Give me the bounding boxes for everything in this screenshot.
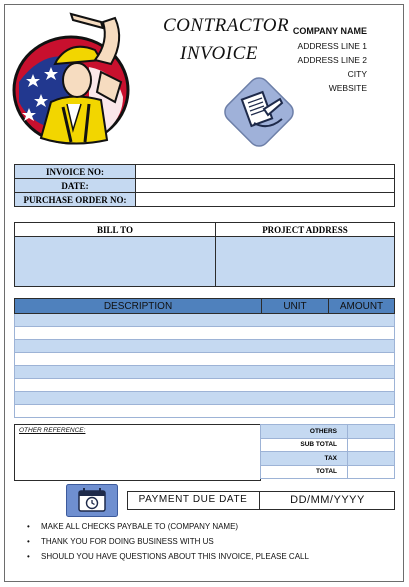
project-address-field[interactable] <box>216 237 395 287</box>
table-row <box>15 340 395 353</box>
line-item-row[interactable] <box>15 405 395 418</box>
company-address-2: ADDRESS LINE 2 <box>297 55 367 65</box>
invoice-info-table <box>14 164 395 207</box>
subtotal-label: SUB TOTAL <box>261 438 348 452</box>
other-reference-label: OTHER REFERENCE: <box>19 427 86 434</box>
line-items-table <box>14 298 395 418</box>
line-item-row[interactable] <box>15 392 395 405</box>
date-field[interactable] <box>136 179 395 193</box>
line-item-row[interactable] <box>15 327 395 340</box>
other-reference-box[interactable] <box>14 424 261 481</box>
payment-due-field[interactable]: DD/MM/YYYY <box>290 494 365 506</box>
bill-to-table <box>14 222 395 287</box>
bill-to-field[interactable] <box>15 237 216 287</box>
subtotal-field[interactable] <box>348 438 395 452</box>
bullet-icon: • <box>27 537 30 546</box>
table-row <box>15 366 395 379</box>
list-item <box>27 534 309 549</box>
total-field[interactable] <box>348 465 395 479</box>
totals-table <box>260 424 395 479</box>
table-row <box>15 392 395 405</box>
total-label: TOTAL <box>261 465 348 479</box>
invoice-title-line2: INVOICE <box>180 43 258 64</box>
others-field[interactable] <box>348 425 395 439</box>
table-row <box>15 405 395 418</box>
others-label: OTHERS <box>261 425 348 439</box>
po-number-field[interactable] <box>136 193 395 207</box>
description-header: DESCRIPTION <box>15 299 262 314</box>
note-text: MAKE ALL CHECKS PAYBALE TO (COMPANY NAME) <box>41 522 239 531</box>
line-item-row[interactable] <box>15 353 395 366</box>
company-city: CITY <box>347 69 367 79</box>
note-text: THANK YOU FOR DOING BUSINESS WITH US <box>41 537 214 546</box>
note-text: SHOULD YOU HAVE QUESTIONS ABOUT THIS INVOICE, PLEASE CALL <box>41 552 309 561</box>
bullet-icon: • <box>27 522 30 531</box>
invoice-no-label: INVOICE NO: <box>15 165 136 179</box>
contractor-worker-icon <box>11 12 141 147</box>
po-number-label: PURCHASE ORDER NO: <box>15 193 136 207</box>
unit-header: UNIT <box>262 299 329 314</box>
bullet-icon: • <box>27 552 30 561</box>
invoice-title-line1: CONTRACTOR <box>163 15 290 36</box>
calendar-clock-icon <box>66 484 118 517</box>
table-row <box>15 314 395 327</box>
date-label: DATE: <box>15 179 136 193</box>
tax-field[interactable] <box>348 452 395 466</box>
company-website: WEBSITE <box>328 83 367 93</box>
table-row <box>15 379 395 392</box>
company-address-1: ADDRESS LINE 1 <box>297 41 367 51</box>
invoice-no-field[interactable] <box>136 165 395 179</box>
line-item-row[interactable] <box>15 366 395 379</box>
notes-list <box>27 519 309 564</box>
line-item-row[interactable] <box>15 379 395 392</box>
document-icon <box>218 71 300 153</box>
table-row <box>15 353 395 366</box>
payment-due-label: PAYMENT DUE DATE <box>127 491 260 510</box>
amount-header: AMOUNT <box>329 299 395 314</box>
line-item-row[interactable] <box>15 314 395 327</box>
bill-to-header: BILL TO <box>15 223 216 237</box>
project-address-header: PROJECT ADDRESS <box>216 223 395 237</box>
list-item <box>27 549 309 564</box>
line-item-row[interactable] <box>15 340 395 353</box>
list-item <box>27 519 309 534</box>
table-row <box>15 327 395 340</box>
tax-label: TAX <box>261 452 348 466</box>
company-name: COMPANY NAME <box>292 26 367 36</box>
